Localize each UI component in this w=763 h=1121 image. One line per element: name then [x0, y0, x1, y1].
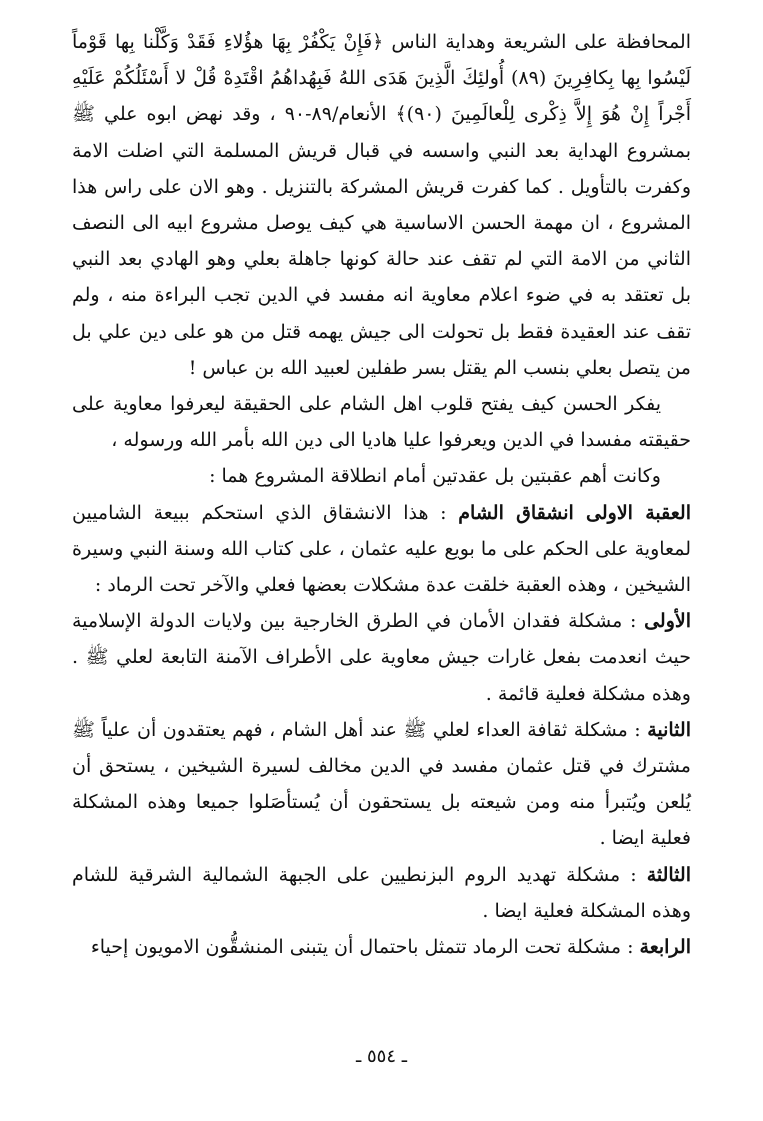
text-problem-first: : مشكلة فقدان الأمان في الطرق الخارجية بين ولايات الدولة الإسلامية حيث انعدمت بفعل غارات جيش معاوية على الأطراف الآمنة التابعة لعلي ﷺ . وهذه مشكلة فعلية قائمة . — [72, 610, 691, 705]
item-problem-third — [72, 857, 691, 929]
paragraph-intro: المحافظة على الشريعة وهداية الناس ﴿فَإِنْ يَكْفُرْ بِهَا هؤُلاءِ فَقَدْ وَكَّلْنا بِها قَوْماً لَيْسُوا بِها بِكافِرِينَ (٨٩) أُولئِكَ الَّذِينَ هَدَى اللهُ فَبِهُداهُمُ اقْتَدِهْ قُلْ لا أَسْئَلُكُمْ عَلَيْهِ أَجْراً إِنْ هُوَ إِلاَّ ذِكْرى لِلْعالَمِينَ (٩٠)﴾ الأنعام/٨٩-٩٠ ، وقد نهض ابوه علي ﷺ بمشروع الهداية بعد النبي واسسه في قبال قريش المسلمة التي اضلت الامة وكفرت بالتأويل . كما كفرت قريش المشركة بالتنزيل . وهو الان على راس هذا المشروع ، ان مهمة الحسن الاساسية هي كيف يوصل مشروع ابيه الى النصف الثاني من الامة التي لم تقف عند حالة كونها جاهلة بعلي وهو الهادي بعد النبي بل تعتقد به في ضوء اعلام معاوية انه مفسد في الدين تجب البراءة منه ، ولم تقف عند العقيدة فقط بل تحولت الى جيش يهمه قتل من هو على دين علي بل من يتصل بعلي بنسب الم يقتل بسر طفلين لعبيد الله بن عباس ! — [72, 31, 692, 379]
paragraph-obstacles: وكانت أهم عقبتين بل عقدتين أمام انطلاقة المشروع هما : — [209, 465, 661, 488]
item-first-obstacle — [72, 495, 691, 604]
term-first-obstacle: العقبة الاولى انشقاق الشام — [458, 501, 691, 524]
term-problem-first: الأولى — [644, 610, 691, 633]
text-problem-fourth: : مشكلة تحت الرماد تتمثل باحتمال أن يتبنى المنشقُّون الامويون إحياء — [90, 936, 640, 959]
text-problem-second: : مشكلة ثقافة العداء لعلي ﷺ عند أهل الشام ، فهم يعتقدون أن علياً ﷺ مشترك في قتل عثمان مفسد في الدين مخالف لسيرة الشيخين ، يستحق أن يُلعن ويُتبرأ منه ومن شيعته بل يستحقون أن يُستأصَلوا جميعا وهذه المشكلة فعلية ايضا . — [72, 718, 691, 850]
item-problem-fourth — [72, 929, 691, 965]
text-problem-third: : مشكلة تهديد الروم البزنطيين على الجبهة الشمالية الشرقية للشام وهذه المشكلة فعلية ايضا . — [72, 863, 691, 922]
term-problem-fourth: الرابعة — [639, 936, 691, 959]
term-problem-second: الثانية — [647, 718, 691, 741]
body-text — [72, 24, 691, 965]
text-first-obstacle: : هذا الانشقاق الذي استحكم ببيعة الشاميين لمعاوية على الحكم على ما بويع عليه عثمان ، على كتاب الله وسنة النبي وسيرة الشيخين ، وهذه العقبة خلقت عدة مشكلات بعضها فعلي والآخر تحت الرماد : — [72, 501, 691, 597]
paragraph-hasan: يفكر الحسن كيف يفتح قلوب اهل الشام على الحقيقة ليعرفوا معاوية على حقيقته مفسدا في الدين ويعرفوا عليا هاديا الى دين الله بأمر الله ورسوله ، — [72, 393, 691, 452]
item-problem-second — [72, 712, 691, 857]
page-number: ـ ٥٥٤ ـ — [355, 1046, 407, 1067]
term-problem-third: الثالثة — [646, 863, 691, 886]
item-problem-first — [72, 603, 691, 712]
